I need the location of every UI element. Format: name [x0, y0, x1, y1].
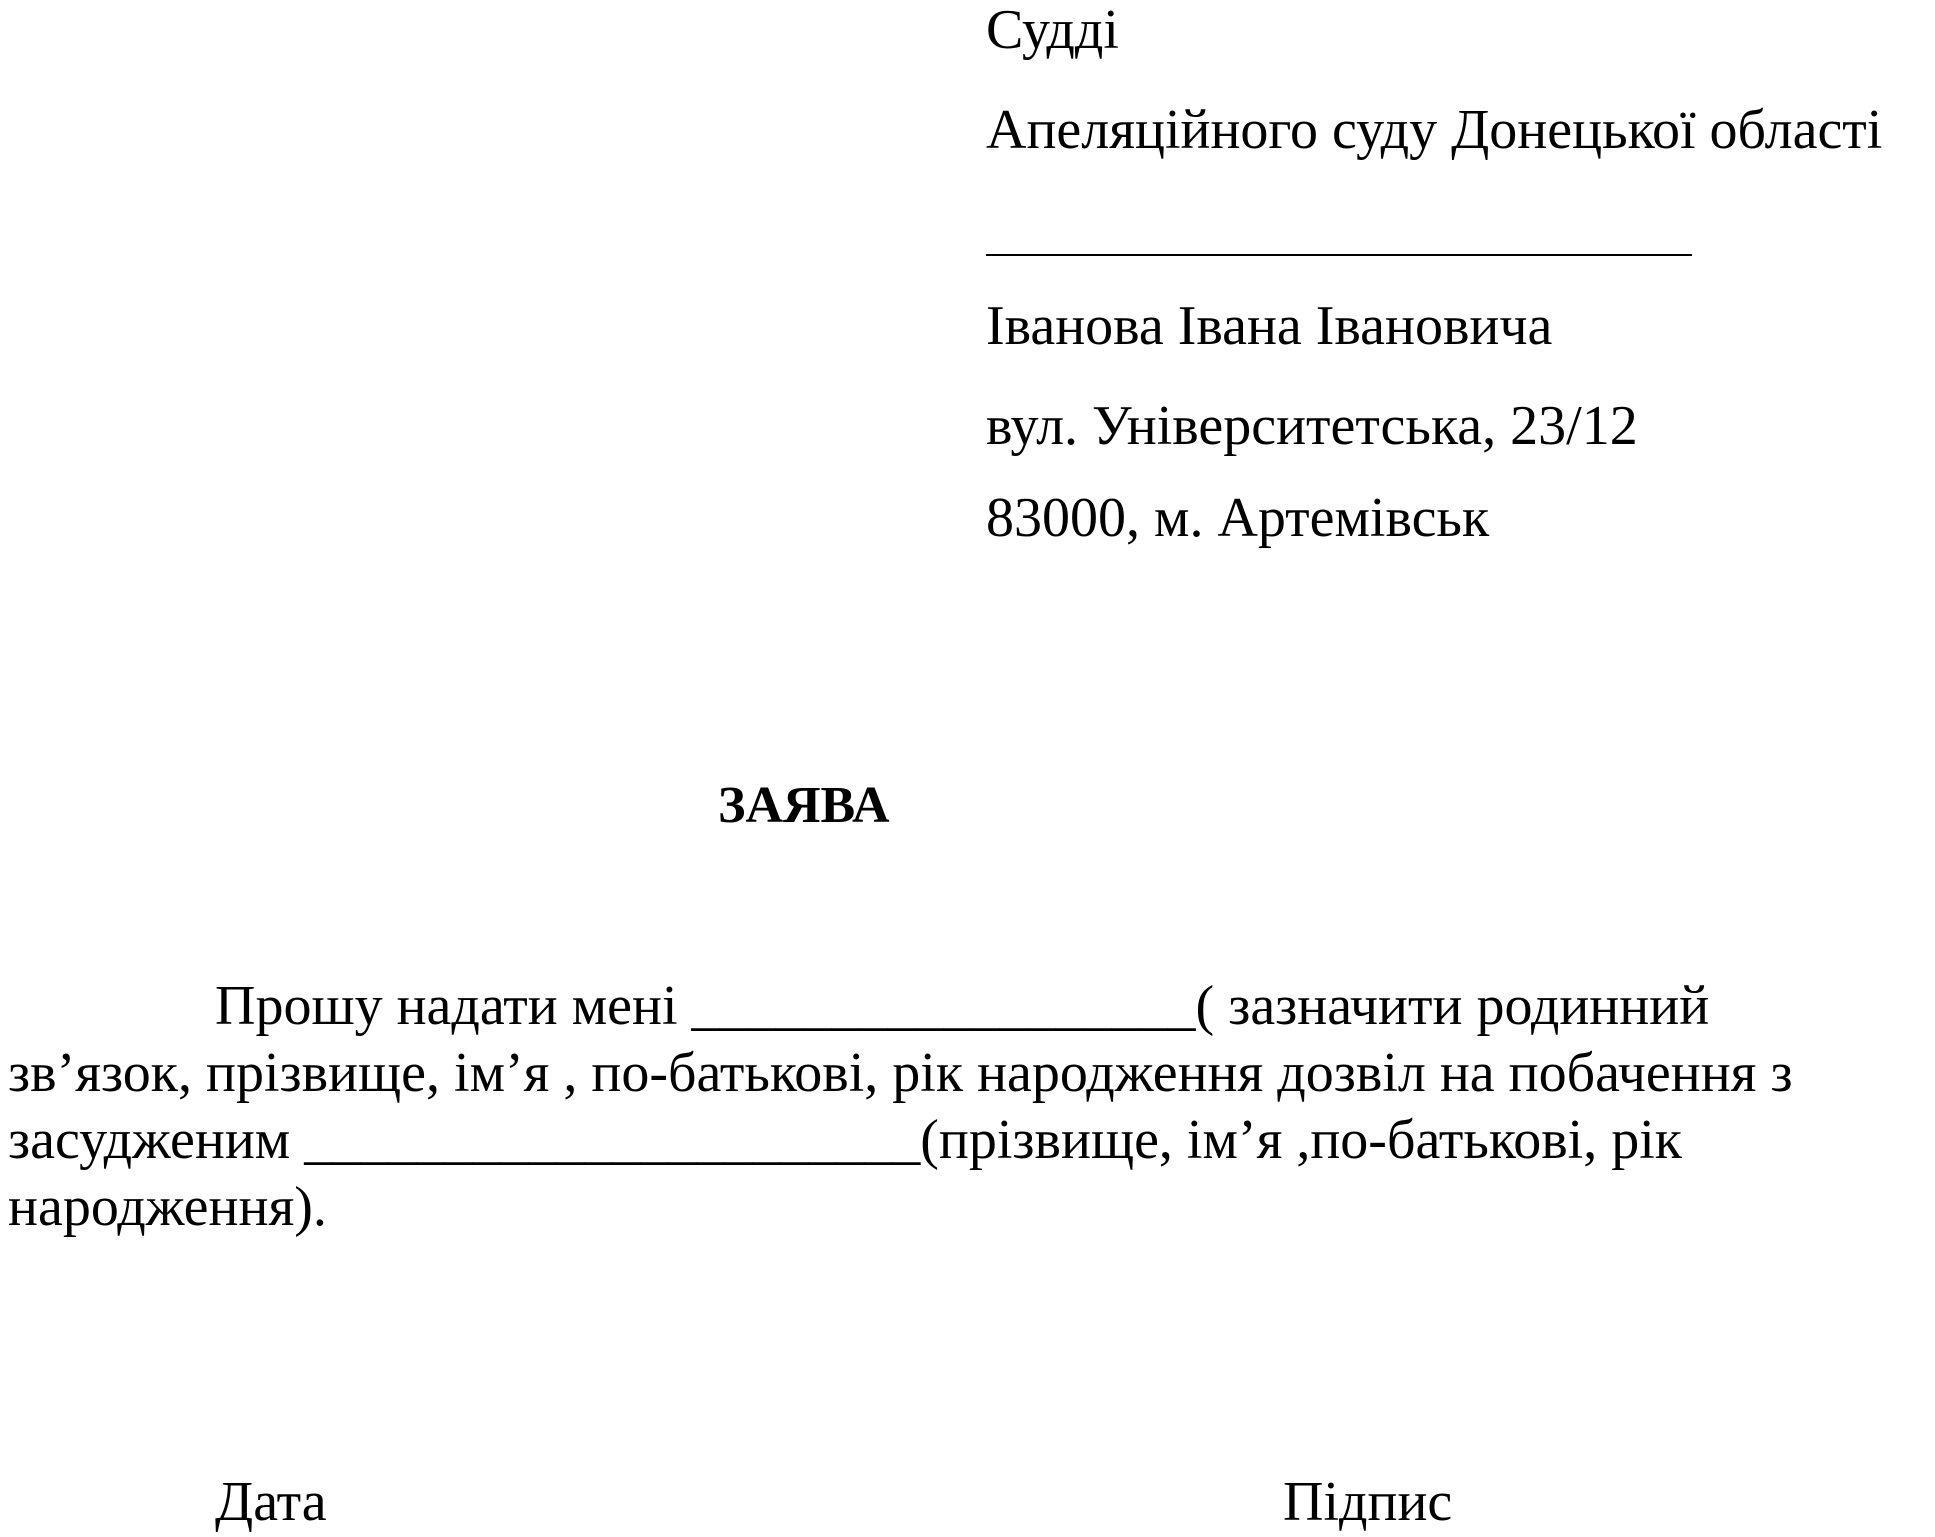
convict-blank: ______________________	[304, 1109, 921, 1171]
date-label: Дата	[215, 1471, 327, 1533]
body-line-3-start: засудженим	[8, 1109, 291, 1171]
body-line-1-end: ( зазначити родинний	[1195, 975, 1710, 1037]
body-line-1-start: Прошу надати мені	[215, 975, 678, 1037]
relative-blank: __________________	[691, 975, 1196, 1037]
applicant-street: вул. Університетська, 23/12	[986, 395, 1638, 457]
document-title: ЗАЯВА	[718, 777, 890, 834]
applicant-name-rule	[986, 254, 1692, 256]
applicant-name: Іванова Івана Івановича	[986, 295, 1553, 357]
body-line-3	[8, 1109, 1682, 1171]
addressee-line-2: Апеляційного суду Донецької області	[986, 99, 1883, 161]
body-line-1	[215, 975, 1710, 1037]
body-line-2: зв’язок, прізвище, ім’я , по-батькові, рік народження дозвіл на побачення з	[8, 1042, 1793, 1104]
body-line-4: народження).	[8, 1176, 327, 1238]
addressee-line-1: Судді	[986, 0, 1119, 61]
body-line-3-end: (прізвище, ім’я ,по-батькові, рік	[920, 1109, 1682, 1171]
applicant-city: 83000, м. Артемівськ	[986, 487, 1490, 549]
signature-label: Підпис	[1283, 1471, 1453, 1533]
